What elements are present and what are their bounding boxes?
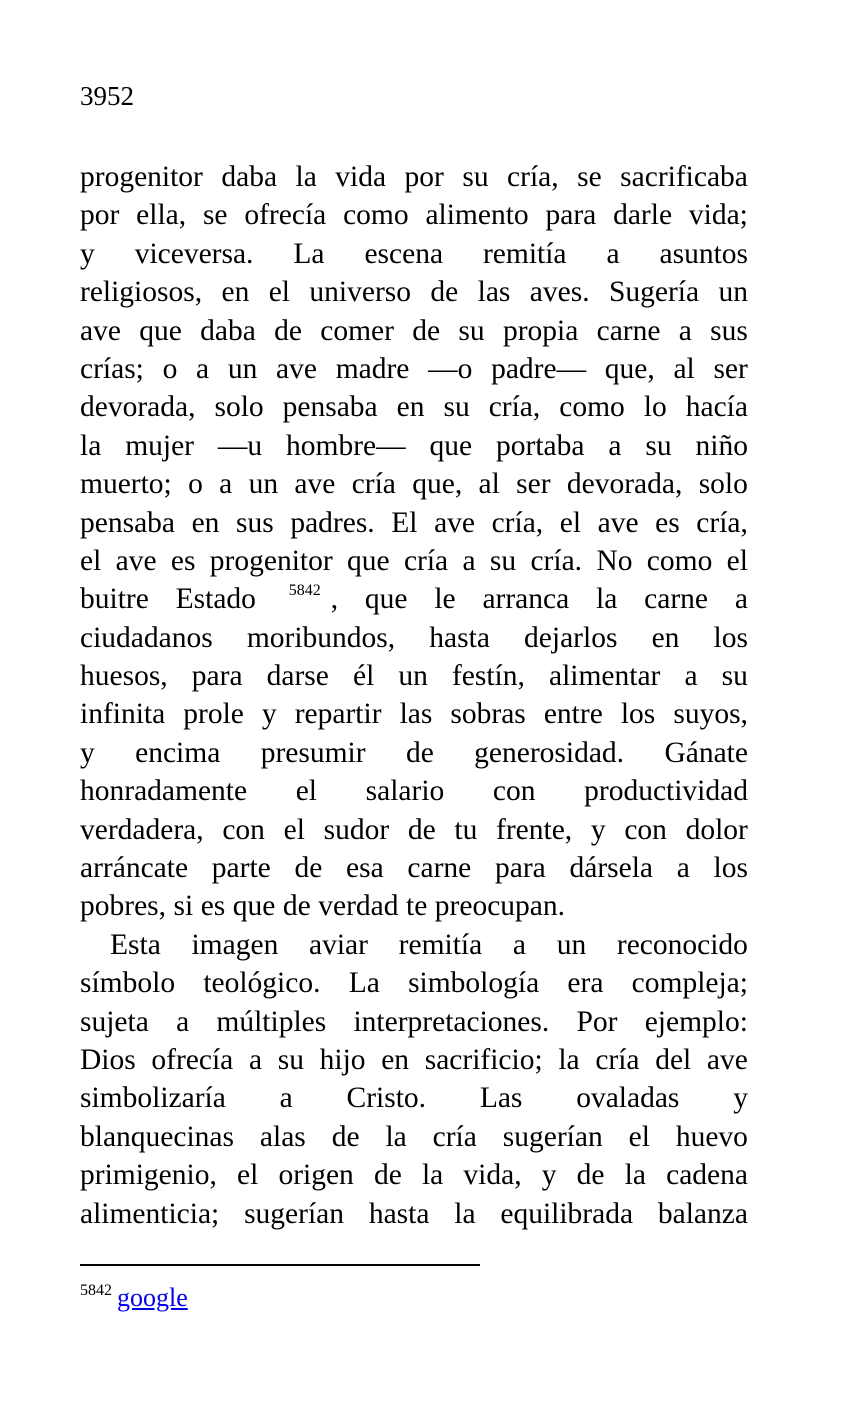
word: se [202, 199, 228, 232]
word: niño [695, 429, 748, 462]
word: equilibrada [500, 1197, 634, 1230]
word: su [462, 161, 489, 193]
word: simbolizaría [80, 1082, 226, 1115]
word: la [624, 1159, 646, 1192]
word: verdadera, [80, 813, 204, 846]
word: sujeta [80, 1005, 149, 1038]
word: con [492, 775, 536, 808]
word: sobras [450, 698, 526, 731]
word: huesos, [80, 660, 168, 693]
word: sugerían [244, 1197, 344, 1230]
footnote-divider [80, 1264, 480, 1266]
word: vida [335, 161, 387, 193]
word: él [352, 660, 375, 693]
text-line [80, 926, 748, 964]
text-line [80, 312, 748, 350]
word: La [293, 237, 325, 270]
word: sacrificaba [620, 161, 748, 193]
word: suyos, [673, 698, 748, 731]
word: Esta [110, 928, 161, 961]
word: carne [644, 583, 708, 616]
page-number: 3952 [80, 81, 134, 111]
word: los [713, 621, 748, 654]
word: múltiples [216, 1005, 327, 1038]
word: progenitor [80, 161, 203, 193]
word: ave [276, 352, 317, 385]
word: ave [115, 544, 157, 577]
word: de [373, 1159, 402, 1192]
word: la [385, 1120, 407, 1153]
word: de [405, 736, 434, 769]
word: simbología [408, 967, 540, 1000]
word: origen [278, 1159, 354, 1192]
word: sugerían [502, 1120, 603, 1153]
word: o [188, 468, 203, 501]
footnote-link-google[interactable]: google [117, 1283, 188, 1312]
word: o [162, 352, 178, 385]
word: su [645, 429, 672, 462]
text-line [80, 811, 748, 849]
text-line [80, 964, 748, 1002]
word: de [331, 1120, 360, 1153]
text-line [80, 158, 748, 196]
word: religiosos, [80, 276, 203, 309]
word: teológico. [203, 967, 321, 1000]
word: a [684, 660, 698, 693]
word: mujer [125, 429, 194, 462]
word: es [170, 544, 196, 577]
word: parte [211, 852, 271, 885]
word: de [294, 852, 323, 885]
word: para [495, 852, 546, 885]
word: a [606, 237, 620, 270]
word: comer [320, 314, 394, 347]
word: El [391, 506, 418, 539]
word: un [248, 468, 279, 501]
text-line [80, 273, 748, 311]
word: el [236, 1159, 259, 1192]
word: devorada, [80, 391, 196, 424]
word: para [191, 660, 243, 693]
word: Sugería [608, 276, 700, 309]
word: por [404, 161, 444, 193]
word: que, [604, 352, 655, 385]
word: ciudadanos [80, 621, 213, 654]
word: huevo [675, 1120, 748, 1153]
word: pobres, [80, 890, 167, 923]
word: a [734, 583, 748, 616]
word: con [624, 813, 667, 846]
word: lo [643, 391, 667, 424]
word: ser [713, 352, 748, 385]
word: al [673, 352, 695, 385]
text-line [80, 196, 748, 234]
word: dolor [685, 813, 748, 846]
word: que [364, 583, 408, 616]
word: repartir [294, 698, 382, 731]
word: el [559, 506, 582, 539]
word: universo [309, 276, 411, 309]
word: progenitor [209, 544, 333, 577]
word: encima [135, 736, 221, 769]
word: productividad [584, 775, 748, 808]
word: moribundos, [246, 621, 396, 654]
word: interpretaciones. [353, 1005, 550, 1038]
word: muerto; [80, 468, 172, 501]
word: aviar [309, 928, 368, 961]
text-line [80, 504, 748, 542]
word: los [713, 852, 748, 885]
word: verdad [318, 890, 399, 923]
word: su [721, 660, 748, 693]
word: compleja; [631, 967, 748, 1000]
word: sus [710, 314, 748, 347]
word: hacía [685, 391, 748, 424]
word: a [462, 544, 476, 577]
word: símbolo [80, 967, 176, 1000]
word: y [261, 698, 277, 731]
word: blanquecinas [80, 1120, 234, 1153]
word: era [567, 967, 604, 1000]
word: a [248, 1043, 263, 1076]
text-line [80, 580, 748, 618]
word: su [443, 391, 470, 424]
word: a [219, 468, 233, 501]
footnote-ref-group [283, 580, 338, 618]
word: festín, [451, 660, 525, 693]
text-line [80, 695, 748, 733]
word: sus [236, 506, 274, 539]
text-line [80, 619, 748, 657]
word: se [577, 161, 602, 193]
word: a [512, 928, 526, 961]
word: hombre— [286, 429, 406, 462]
word: cría [595, 1043, 640, 1076]
word: sudor [323, 813, 390, 846]
word: remitía [482, 237, 567, 270]
word: darle [613, 199, 673, 232]
word: darse [266, 660, 329, 693]
word: para [545, 199, 597, 232]
word: cría [403, 544, 449, 577]
word: es [200, 890, 226, 923]
word: y [590, 813, 606, 846]
word: de [412, 314, 441, 347]
word: y [541, 1159, 557, 1192]
word: ave [597, 506, 639, 539]
word: —o [428, 352, 473, 385]
text-line [80, 427, 748, 465]
word: ave [80, 314, 121, 347]
word: en [221, 276, 250, 309]
text-line [80, 849, 748, 887]
text-line [80, 465, 748, 503]
word: madre [335, 352, 410, 385]
word: las [399, 698, 433, 731]
footnote-reference: 5842 [288, 582, 321, 600]
word: carne [407, 852, 472, 885]
word: que [232, 890, 276, 923]
word: padres. [290, 506, 375, 539]
word: de [282, 890, 311, 923]
text-line [80, 388, 748, 426]
word: Dios [80, 1043, 136, 1076]
word: en [381, 1043, 410, 1076]
word: un [398, 660, 428, 693]
word: Por [576, 1005, 618, 1038]
text-line [80, 772, 748, 810]
word: en [396, 391, 425, 424]
word: como [343, 199, 409, 232]
word: —u [217, 429, 263, 462]
word: cría, [507, 161, 559, 193]
body-text [80, 158, 748, 1233]
word: como [646, 544, 713, 577]
text-line [80, 1079, 748, 1117]
word: tu [454, 813, 478, 846]
word: con [222, 813, 265, 846]
text-line [80, 657, 748, 695]
word: Cristo. [346, 1082, 427, 1115]
text-line [80, 1041, 748, 1079]
word: remitía [398, 928, 483, 961]
word: ave [294, 468, 336, 501]
word: esa [346, 852, 384, 885]
word: le [434, 583, 456, 616]
word: alimentar [548, 660, 661, 693]
word: cría, [696, 506, 748, 539]
word: ofrecía [244, 199, 327, 232]
footnote-number: 5842 [80, 1282, 112, 1299]
text-line [80, 734, 748, 772]
word: te [406, 890, 428, 923]
word: del [655, 1043, 692, 1076]
word: vida; [688, 199, 748, 232]
word: portaba [496, 429, 585, 462]
text-line [80, 350, 748, 388]
word: a [176, 1005, 190, 1038]
word: ella, [136, 199, 187, 232]
word: y [733, 1082, 748, 1115]
word: sacrificio; [424, 1043, 543, 1076]
word: el [80, 544, 102, 577]
word: buitre [80, 583, 149, 616]
word: el [283, 813, 305, 846]
word: ser [516, 468, 551, 501]
text-line [80, 542, 748, 580]
text-line [80, 1195, 748, 1233]
word: cría, [488, 391, 541, 424]
word: ofrecía [151, 1043, 234, 1076]
word: arráncate [80, 852, 189, 885]
word: a [676, 852, 690, 885]
word: ovaladas [576, 1082, 680, 1115]
word: a [678, 314, 692, 347]
word: vida, [463, 1159, 522, 1192]
word: aves. [529, 276, 590, 309]
text-line [80, 887, 748, 925]
word: cría [351, 468, 396, 501]
word: el [268, 276, 291, 309]
word: los [620, 698, 656, 731]
word: primigenio, [80, 1159, 217, 1192]
word: y [80, 736, 95, 769]
word: un [718, 276, 748, 309]
word: alimento [425, 199, 529, 232]
word: la [454, 1197, 476, 1230]
word: y [80, 237, 95, 270]
word: si [173, 890, 194, 923]
word: en [191, 506, 220, 539]
word: daba [200, 314, 256, 347]
word: solo [698, 468, 748, 501]
word: infinita [80, 698, 166, 731]
word: de [274, 314, 302, 347]
word: alimenticia; [80, 1197, 220, 1230]
word: ave [434, 506, 475, 539]
word: que, [412, 468, 463, 501]
word: prole [183, 698, 244, 731]
word: el [295, 775, 318, 808]
word: escena [364, 237, 444, 270]
word: su [489, 544, 517, 577]
word: preocupan. [434, 890, 566, 923]
word: Gánate [664, 736, 748, 769]
word: cría. [530, 544, 583, 577]
text-line [80, 235, 748, 273]
text-line [80, 1118, 748, 1156]
word: Las [479, 1082, 523, 1115]
word: la [421, 1159, 444, 1192]
word: viceversa. [134, 237, 254, 270]
word: que [429, 429, 473, 462]
word: carne [596, 314, 661, 347]
word: el [726, 544, 748, 577]
word: a [196, 352, 210, 385]
word: solo [214, 391, 264, 424]
word: el [628, 1120, 650, 1153]
word: en [651, 621, 680, 654]
word: la [295, 161, 317, 193]
word: como [559, 391, 625, 424]
word: entre [543, 698, 603, 731]
word: de [407, 813, 436, 846]
word: cría, [491, 506, 544, 539]
word: dejarlos [524, 621, 618, 654]
word: padre— [491, 352, 587, 385]
word: de [430, 276, 459, 309]
word: presumir [260, 736, 366, 769]
word: hijo [319, 1043, 366, 1076]
word: propia [502, 314, 579, 347]
word: la [596, 583, 618, 616]
word: hasta [429, 621, 490, 654]
word: La [348, 967, 380, 1000]
word: pensaba [80, 506, 176, 539]
word: su [277, 1043, 304, 1076]
word: , [330, 583, 339, 616]
word: cría [432, 1120, 477, 1153]
word: la [80, 429, 102, 462]
word: un [556, 928, 587, 961]
text-line [80, 1156, 748, 1194]
word: generosidad. [474, 736, 625, 769]
word: frente, [496, 813, 573, 846]
word: la [558, 1043, 580, 1076]
word: daba [221, 161, 278, 193]
word: asuntos [659, 237, 748, 270]
word: balanza [657, 1197, 748, 1230]
word: es [655, 506, 680, 539]
word: por [80, 199, 120, 232]
word: alas [259, 1120, 306, 1153]
word: devorada, [566, 468, 683, 501]
word: las [477, 276, 511, 309]
word: arranca [482, 583, 570, 616]
word: cadena [666, 1159, 748, 1192]
footnote [80, 1282, 188, 1314]
word: pensaba [282, 391, 378, 424]
word: un [227, 352, 258, 385]
word: hasta [368, 1197, 430, 1230]
text-line [80, 1003, 748, 1041]
word: dársela [569, 852, 654, 885]
word: No [596, 544, 633, 577]
word: de [576, 1159, 605, 1192]
word: al [478, 468, 500, 501]
word: ejemplo: [644, 1005, 748, 1038]
word: reconocido [616, 928, 748, 961]
word: honradamente [80, 775, 248, 808]
word: que [347, 544, 390, 577]
word: a [279, 1082, 293, 1115]
word: Estado [175, 583, 256, 616]
word: crías; [80, 352, 144, 385]
word: imagen [191, 928, 279, 961]
word: que [139, 314, 182, 347]
word: salario [365, 775, 445, 808]
word: a [608, 429, 622, 462]
word: su [458, 314, 485, 347]
word: ave [706, 1043, 748, 1076]
